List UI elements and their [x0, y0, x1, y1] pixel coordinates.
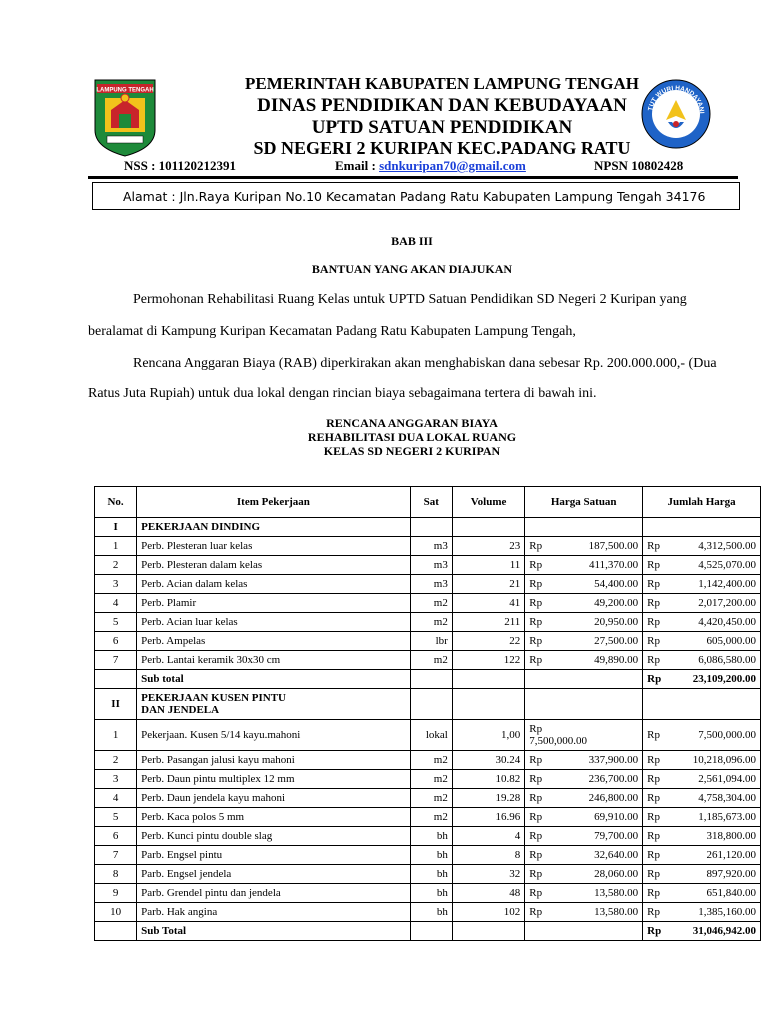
rab-title-2: REHABILITASI DUA LOKAL RUANG [307, 430, 517, 444]
amount-value: 1,142,400.00 [698, 578, 756, 590]
table-row [95, 789, 761, 808]
section-title: PEKERJAAN DINDING [137, 518, 411, 537]
currency-label: Rp [529, 868, 543, 880]
amount-value: 69,910.00 [594, 811, 639, 823]
amount-value: 54,400.00 [594, 578, 639, 590]
row-item: Parb. Hak angina [137, 903, 411, 922]
row-number: 2 [95, 751, 137, 770]
amount-value: 2,017,200.00 [698, 597, 756, 609]
subtotal-label: Sub total [137, 670, 411, 689]
letterhead-line-3: UPTD SATUAN PENDIDIKAN [311, 117, 573, 138]
row-unit: m2 [410, 613, 452, 632]
row-unit-price [525, 720, 643, 751]
currency-label: Rp [529, 654, 543, 666]
row-unit-price [525, 537, 643, 556]
amount-value: 7,500,000.00 [529, 735, 588, 747]
letterhead-line-2: DINAS PENDIDIKAN DAN KEBUDAYAAN [257, 95, 627, 116]
row-volume: 32 [452, 865, 524, 884]
currency-label: Rp [647, 830, 660, 842]
header-item: Item Pekerjaan [137, 487, 411, 518]
email-link[interactable]: sdnkuripan70@gmail.com [379, 158, 526, 173]
row-item: Perb. Ampelas [137, 632, 411, 651]
row-unit-price [525, 632, 643, 651]
amount-value: 337,900.00 [588, 754, 639, 766]
row-item: Pekerjaan. Kusen 5/14 kayu.mahoni [137, 720, 411, 751]
row-unit-price [525, 846, 643, 865]
row-unit: bh [410, 903, 452, 922]
row-item: Perb. Daun jendela kayu mahoni [137, 789, 411, 808]
row-item: Perb. Kunci pintu double slag [137, 827, 411, 846]
row-item: Perb. Plesteran dalam kelas [137, 556, 411, 575]
empty-cell [452, 689, 524, 720]
currency-label: Rp [529, 578, 543, 590]
section-number: II [95, 689, 137, 720]
empty-cell [525, 689, 643, 720]
row-unit-price [525, 651, 643, 670]
row-volume: 48 [452, 884, 524, 903]
currency-label: Rp [647, 811, 660, 823]
amount-value: 2,561,094.00 [698, 773, 756, 785]
row-number: 6 [95, 632, 137, 651]
row-item: Perb. Acian luar kelas [137, 613, 411, 632]
row-unit: m2 [410, 808, 452, 827]
row-item: Perb. Pasangan jalusi kayu mahoni [137, 751, 411, 770]
section-row [95, 518, 761, 537]
row-volume: 8 [452, 846, 524, 865]
header-no: No. [95, 487, 137, 518]
row-total-price [643, 651, 761, 670]
amount-value: 28,060.00 [594, 868, 639, 880]
row-total-price [643, 865, 761, 884]
row-unit: m2 [410, 789, 452, 808]
npsn-number: NPSN 10802428 [594, 158, 684, 173]
header-sat: Sat [410, 487, 452, 518]
row-volume: 19.28 [452, 789, 524, 808]
currency-label: Rp [647, 792, 660, 804]
row-total-price [643, 575, 761, 594]
amount-value: 187,500.00 [588, 540, 639, 552]
section-title [137, 689, 411, 720]
table-row [95, 651, 761, 670]
amount-value: 236,700.00 [588, 773, 639, 785]
amount-value: 27,500.00 [594, 635, 639, 647]
empty-cell [525, 670, 643, 689]
currency-label: Rp [529, 540, 543, 552]
row-number: 1 [95, 720, 137, 751]
row-total-price [643, 770, 761, 789]
amount-value: 32,640.00 [594, 849, 639, 861]
row-volume: 41 [452, 594, 524, 613]
table-row [95, 884, 761, 903]
currency-label: Rp [529, 830, 543, 842]
empty-cell [525, 518, 643, 537]
row-unit: lbr [410, 632, 452, 651]
email-line [335, 158, 526, 174]
amount-value: 318,800.00 [706, 830, 756, 842]
row-unit-price [525, 556, 643, 575]
amount-value: 31,046,942.00 [692, 925, 756, 937]
subtotal-label: Sub Total [137, 922, 411, 941]
section-number: I [95, 518, 137, 537]
row-total-price [643, 884, 761, 903]
address-box: Alamat : Jln.Raya Kuripan No.10 Kecamatan Padang Ratu Kabupaten Lampung Tengah 34176 [92, 182, 740, 210]
currency-label: Rp [529, 597, 543, 609]
currency-label: Rp [647, 559, 660, 571]
empty-cell [410, 689, 452, 720]
currency-label: Rp [647, 540, 660, 552]
amount-value: 49,200.00 [594, 597, 639, 609]
currency-label: Rp [529, 887, 543, 899]
row-total-price [643, 556, 761, 575]
nss-number: NSS : 101120212391 [124, 158, 236, 173]
currency-label: Rp [529, 906, 543, 918]
currency-label: Rp [647, 729, 660, 741]
email-label: Email : [335, 158, 380, 173]
table-row [95, 903, 761, 922]
empty-cell [452, 670, 524, 689]
amount-value: 411,370.00 [589, 559, 639, 571]
currency-label: Rp [647, 887, 660, 899]
empty-cell [643, 518, 761, 537]
row-unit: bh [410, 865, 452, 884]
row-volume: 122 [452, 651, 524, 670]
currency-label: Rp [529, 773, 543, 785]
amount-value: 79,700.00 [594, 830, 639, 842]
subtotal-value [643, 922, 761, 941]
row-number: 6 [95, 827, 137, 846]
row-unit-price [525, 827, 643, 846]
header-total-price: Jumlah Harga [643, 487, 761, 518]
currency-label: Rp [647, 849, 660, 861]
amount-value: 4,758,304.00 [698, 792, 756, 804]
row-unit-price [525, 865, 643, 884]
currency-label: Rp [529, 723, 543, 735]
currency-label: Rp [529, 792, 543, 804]
row-item: Parb. Engsel pintu [137, 846, 411, 865]
currency-label: Rp [529, 754, 543, 766]
row-unit: m3 [410, 575, 452, 594]
table-row [95, 537, 761, 556]
row-volume: 22 [452, 632, 524, 651]
row-total-price [643, 903, 761, 922]
row-number: 2 [95, 556, 137, 575]
currency-label: Rp [647, 925, 662, 937]
currency-label: Rp [647, 578, 660, 590]
row-number: 7 [95, 651, 137, 670]
currency-label: Rp [647, 635, 660, 647]
currency-label: Rp [529, 559, 543, 571]
logo-right-label: TUT WURI HANDAYANI [647, 84, 706, 114]
subtotal-value [643, 670, 761, 689]
empty-cell [95, 670, 137, 689]
table-row [95, 865, 761, 884]
paragraph-1-line-2: beralamat di Kampung Kuripan Kecamatan Padang Ratu Kabupaten Lampung Tengah, [88, 324, 576, 339]
row-number: 8 [95, 865, 137, 884]
row-unit: bh [410, 884, 452, 903]
letterhead-divider [88, 176, 738, 179]
tut-wuri-handayani-emblem-icon [640, 78, 712, 150]
table-header-row [95, 487, 761, 518]
letterhead [88, 68, 736, 176]
row-unit-price [525, 884, 643, 903]
amount-value: 1,385,160.00 [698, 906, 756, 918]
logo-left-label: LAMPUNG TENGAH [96, 87, 154, 94]
row-unit-price [525, 575, 643, 594]
amount-value: 651,840.00 [706, 887, 756, 899]
row-volume: 1,00 [452, 720, 524, 751]
row-volume: 23 [452, 537, 524, 556]
row-unit: lokal [410, 720, 452, 751]
row-item: Perb. Plesteran luar kelas [137, 537, 411, 556]
row-volume: 211 [452, 613, 524, 632]
rab-title-3: KELAS SD NEGERI 2 KURIPAN [323, 444, 501, 458]
chapter-heading: BAB III [391, 234, 433, 248]
amount-value: 7,500,000.00 [698, 729, 756, 741]
currency-label: Rp [647, 654, 660, 666]
currency-label: Rp [647, 754, 660, 766]
section-title-line-1: PEKERJAAN KUSEN PINTU [141, 692, 287, 704]
paragraph-2-line-2: Ratus Juta Rupiah) untuk dua lokal dengan rincian biaya sebagaimana tertera di bawah ini. [88, 386, 597, 401]
row-volume: 102 [452, 903, 524, 922]
section-row [95, 689, 761, 720]
currency-label: Rp [647, 773, 660, 785]
row-item: Parb. Grendel pintu dan jendela [137, 884, 411, 903]
row-total-price [643, 613, 761, 632]
row-unit: m2 [410, 770, 452, 789]
row-unit-price [525, 770, 643, 789]
row-number: 1 [95, 537, 137, 556]
header-volume: Volume [452, 487, 524, 518]
row-unit-price [525, 808, 643, 827]
row-item: Perb. Plamir [137, 594, 411, 613]
currency-label: Rp [647, 673, 662, 685]
table-row [95, 770, 761, 789]
row-unit: m3 [410, 556, 452, 575]
subtotal-row [95, 922, 761, 941]
currency-label: Rp [647, 906, 660, 918]
amount-value: 897,920.00 [706, 868, 756, 880]
paragraph-1-line-1: Permohonan Rehabilitasi Ruang Kelas untuk UPTD Satuan Pendidikan SD Negeri 2 Kuripan yang [133, 292, 687, 307]
amount-value: 246,800.00 [588, 792, 639, 804]
empty-cell [410, 518, 452, 537]
row-number: 4 [95, 789, 137, 808]
row-item: Perb. Daun pintu multiplex 12 mm [137, 770, 411, 789]
amount-value: 10,218,096.00 [692, 754, 756, 766]
table-row [95, 556, 761, 575]
amount-value: 4,525,070.00 [698, 559, 756, 571]
row-total-price [643, 789, 761, 808]
row-item: Perb. Lantai keramik 30x30 cm [137, 651, 411, 670]
table-row [95, 751, 761, 770]
empty-cell [410, 922, 452, 941]
row-total-price [643, 594, 761, 613]
amount-value: 13,580.00 [594, 906, 639, 918]
row-number: 3 [95, 770, 137, 789]
letterhead-line-1: PEMERINTAH KABUPATEN LAMPUNG TENGAH [244, 74, 639, 93]
rab-title-1: RENCANA ANGGARAN BIAYA [326, 416, 498, 430]
rab-table [94, 486, 761, 941]
row-unit-price [525, 903, 643, 922]
row-unit: m2 [410, 651, 452, 670]
table-row [95, 613, 761, 632]
paragraph-2-line-1: Rencana Anggaran Biaya (RAB) diperkirakan akan menghabiskan dana sebesar Rp. 200.000.000,- (Dua [133, 356, 717, 371]
amount-value: 605,000.00 [706, 635, 756, 647]
row-number: 3 [95, 575, 137, 594]
row-number: 5 [95, 613, 137, 632]
currency-label: Rp [529, 616, 543, 628]
table-row [95, 827, 761, 846]
row-item: Parb. Engsel jendela [137, 865, 411, 884]
row-unit-price [525, 613, 643, 632]
empty-cell [95, 922, 137, 941]
row-total-price [643, 808, 761, 827]
amount-value: 4,312,500.00 [698, 540, 756, 552]
row-number: 10 [95, 903, 137, 922]
row-volume: 16.96 [452, 808, 524, 827]
amount-value: 49,890.00 [594, 654, 639, 666]
row-volume: 10.82 [452, 770, 524, 789]
row-unit: m2 [410, 594, 452, 613]
currency-label: Rp [647, 597, 660, 609]
row-total-price [643, 846, 761, 865]
empty-cell [525, 922, 643, 941]
row-unit-price [525, 751, 643, 770]
row-total-price [643, 537, 761, 556]
row-unit: m3 [410, 537, 452, 556]
empty-cell [452, 518, 524, 537]
row-number: 7 [95, 846, 137, 865]
row-item: Perb. Kaca polos 5 mm [137, 808, 411, 827]
rab-table-body [95, 518, 761, 941]
table-row [95, 808, 761, 827]
row-unit: m2 [410, 751, 452, 770]
currency-label: Rp [529, 811, 543, 823]
subtotal-row [95, 670, 761, 689]
currency-label: Rp [529, 849, 543, 861]
amount-value: 6,086,580.00 [698, 654, 756, 666]
section-title-line-2: DAN JENDELA [141, 704, 220, 716]
table-row [95, 575, 761, 594]
amount-value: 13,580.00 [594, 887, 639, 899]
empty-cell [643, 689, 761, 720]
row-unit-price [525, 789, 643, 808]
currency-label: Rp [647, 868, 660, 880]
empty-cell [410, 670, 452, 689]
row-unit-price [525, 594, 643, 613]
row-total-price [643, 751, 761, 770]
table-row [95, 720, 761, 751]
row-unit: bh [410, 827, 452, 846]
header-unit-price: Harga Satuan [525, 487, 643, 518]
amount-value: 4,420,450.00 [698, 616, 756, 628]
table-row [95, 846, 761, 865]
row-volume: 4 [452, 827, 524, 846]
row-total-price [643, 827, 761, 846]
currency-label: Rp [647, 616, 660, 628]
letterhead-line-4: SD NEGERI 2 KURIPAN KEC.PADANG RATU [253, 138, 631, 158]
row-unit: bh [410, 846, 452, 865]
amount-value: 23,109,200.00 [692, 673, 756, 685]
row-number: 5 [95, 808, 137, 827]
table-row [95, 594, 761, 613]
row-number: 9 [95, 884, 137, 903]
row-total-price [643, 632, 761, 651]
row-item: Perb. Acian dalam kelas [137, 575, 411, 594]
section-heading: BANTUAN YANG AKAN DIAJUKAN [311, 262, 513, 276]
amount-value: 20,950.00 [594, 616, 639, 628]
row-volume: 21 [452, 575, 524, 594]
row-total-price [643, 720, 761, 751]
empty-cell [452, 922, 524, 941]
amount-value: 1,185,673.00 [698, 811, 756, 823]
amount-value: 261,120.00 [706, 849, 756, 861]
row-number: 4 [95, 594, 137, 613]
currency-label: Rp [529, 635, 543, 647]
row-volume: 11 [452, 556, 524, 575]
row-volume: 30.24 [452, 751, 524, 770]
table-row [95, 632, 761, 651]
